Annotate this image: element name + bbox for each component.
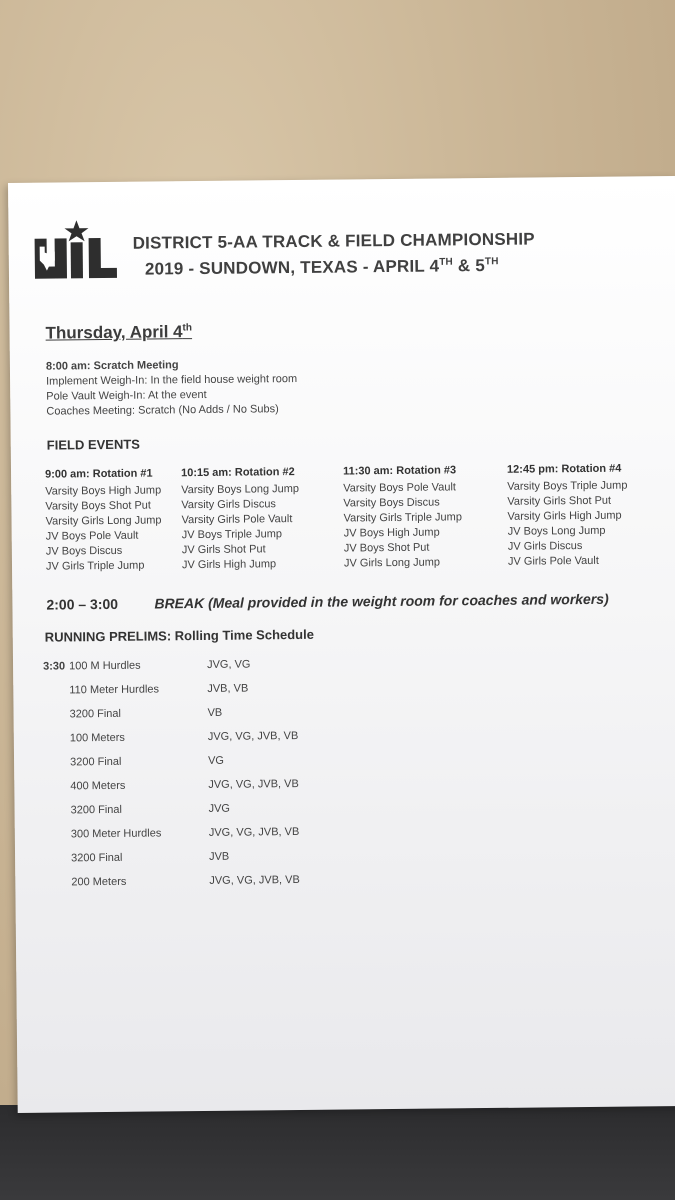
meeting-line: Pole Vault Weigh-In: At the event (46, 388, 207, 403)
event-item: JV Boys Pole Vault (45, 529, 139, 543)
rotation-time: 10:15 am: Rotation #2 (180, 466, 295, 480)
running-divisions: VB (207, 706, 223, 719)
event-item: JV Girls Discus (507, 540, 583, 553)
subtitle-main: 2019 - SUNDOWN, TEXAS - APRIL 4 (144, 256, 440, 279)
schedule-document (8, 176, 675, 1113)
meeting-line: Implement Weigh-In: In the field house weight room (46, 372, 298, 388)
dark-edge (0, 1105, 675, 1200)
day-sup: th (182, 322, 193, 334)
running-event: 100 Meters (69, 731, 125, 745)
event-item: Varsity Boys Discus (343, 496, 440, 510)
event-item: Varsity Boys Pole Vault (343, 481, 456, 495)
day-main: Thursday, April 4 (45, 322, 183, 343)
event-item: Varsity Boys Triple Jump (507, 479, 628, 493)
rotation-time: 9:00 am: Rotation #1 (44, 467, 153, 481)
running-divisions: JVG, VG, JVB, VB (208, 825, 300, 839)
event-item: JV Girls Shot Put (181, 543, 266, 557)
event-item: Varsity Girls Shot Put (507, 494, 612, 508)
event-item: Varsity Girls Long Jump (45, 514, 162, 528)
break-text: BREAK (Meal provided in the weight room for coaches and workers) (154, 590, 609, 612)
running-event: 200 Meters (71, 875, 127, 889)
rotation-column (45, 466, 162, 574)
day-heading (45, 322, 192, 344)
event-item: JV Girls Triple Jump (45, 559, 145, 573)
break-time: 2:00 – 3:00 (46, 595, 119, 613)
subtitle-mid: & 5 (452, 256, 486, 276)
running-event: 110 Meter Hurdles (69, 683, 160, 697)
event-item: Varsity Boys Long Jump (181, 482, 300, 497)
event-item: Varsity Girls Discus (181, 498, 276, 512)
event-item: JV Boys Discus (45, 544, 123, 558)
rotation-column (181, 465, 300, 573)
running-divisions: JVG, VG (206, 658, 251, 671)
running-divisions: JVG, VG, JVB, VB (209, 873, 300, 887)
event-item: JV Boys Triple Jump (181, 528, 283, 542)
document-subtitle (145, 256, 499, 280)
event-item: Varsity Girls Pole Vault (181, 513, 293, 527)
running-event: 3200 Final (71, 851, 123, 865)
event-item: JV Girls High Jump (181, 558, 277, 572)
meeting-line: 8:00 am: Scratch Meeting (45, 359, 179, 373)
running-divisions: JVG, VG, JVB, VB (207, 729, 299, 743)
running-event: 300 Meter Hurdles (70, 827, 162, 841)
document-title: DISTRICT 5-AA TRACK & FIELD CHAMPIONSHIP (132, 229, 535, 253)
running-event: 3200 Final (70, 803, 123, 817)
field-events-heading: FIELD EVENTS (46, 436, 141, 453)
running-event: 100 M Hurdles (69, 659, 141, 673)
running-event: 3200 Final (69, 707, 122, 721)
uil-texas-star-logo (30, 220, 121, 281)
subtitle-sup-1: TH (439, 256, 453, 268)
meeting-line: Coaches Meeting: Scratch (No Adds / No Subs) (46, 403, 279, 418)
logo-text: UIL (30, 220, 32, 222)
event-item: JV Girls Pole Vault (507, 554, 599, 568)
running-divisions: JVB (209, 850, 230, 863)
event-item: Varsity Girls High Jump (507, 509, 622, 523)
rotation-time: 11:30 am: Rotation #3 (342, 464, 457, 478)
event-item: Varsity Boys High Jump (45, 484, 162, 498)
event-item: JV Boys High Jump (343, 526, 440, 540)
event-item: JV Girls Long Jump (343, 556, 441, 570)
subtitle-sup-2: TH (484, 256, 499, 268)
rotation-column (507, 462, 628, 570)
rotation-time: 12:45 pm: Rotation #4 (506, 462, 622, 476)
running-divisions: JVG (208, 802, 231, 815)
running-event: 400 Meters (70, 779, 126, 793)
event-item: Varsity Girls Triple Jump (343, 511, 462, 525)
rotation-column (343, 463, 462, 571)
running-prelims-heading: RUNNING PRELIMS: Rolling Time Schedule (44, 626, 315, 645)
running-divisions: JVG, VG, JVB, VB (208, 777, 299, 791)
running-divisions: VG (208, 754, 225, 767)
start-time: 3:30 (43, 660, 66, 673)
running-event: 3200 Final (70, 755, 122, 769)
event-item: Varsity Boys Shot Put (45, 499, 152, 513)
running-divisions: JVB, VB (207, 682, 249, 695)
event-item: JV Boys Long Jump (507, 524, 606, 538)
event-item: JV Boys Shot Put (343, 541, 430, 555)
